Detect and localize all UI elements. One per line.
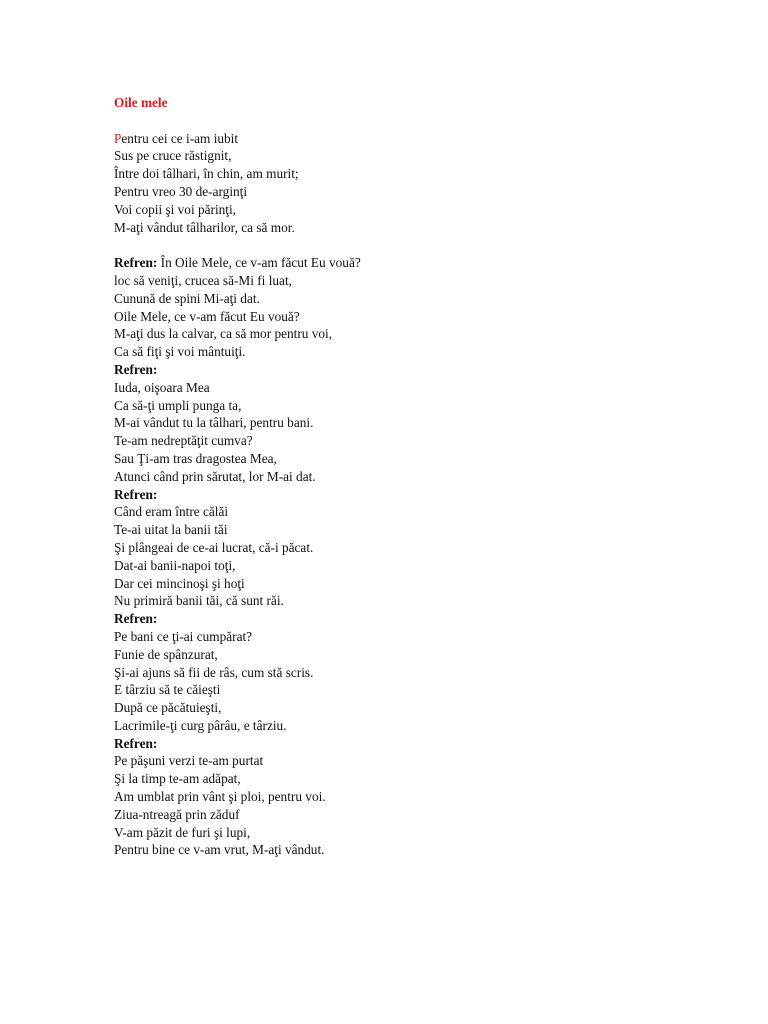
document-page	[114, 94, 734, 859]
stanza-line: Te-am nedreptăţit cumva?	[114, 433, 253, 449]
refrain-label: Refren:	[114, 361, 158, 377]
stanza-line: Ca să-ţi umpli punga ta,	[114, 397, 242, 413]
stanza-line: M-ai vândut tu la tâlhari, pentru bani.	[114, 415, 314, 431]
stanza-line: Sus pe cruce răstignit,	[114, 148, 232, 164]
stanza-line: Şi-ai ajuns să fii de râs, cum stă scris.	[114, 664, 314, 680]
stanza-line: E târziu să te căieşti	[114, 682, 221, 698]
refrain-line: Oile Mele, ce v-am făcut Eu vouă?	[114, 308, 300, 324]
refrain-line: M-aţi dus la calvar, ca să mor pentru voi,	[114, 326, 333, 342]
stanza-line: Atunci când prin sărutat, lor M-ai dat.	[114, 468, 316, 484]
stanza-line: M-aţi vândut tâlharilor, ca să mor.	[114, 219, 295, 235]
refrain-label: Refren:	[114, 255, 158, 271]
stanza-line: Am umblat prin vânt şi ploi, pentru voi.	[114, 789, 326, 805]
stanza-1	[114, 130, 734, 237]
song-title: Oile mele	[114, 95, 168, 110]
stanza-line: Funie de spânzurat,	[114, 646, 218, 662]
stanza-line: Şi la timp te-am adăpat,	[114, 771, 241, 787]
stanza-line: Pe bani ce ţi-ai cumpărat?	[114, 628, 253, 644]
stanza-line: Te-ai uitat la banii tăi	[114, 522, 228, 538]
stanza-3	[114, 486, 734, 611]
refrain-line-1	[114, 254, 734, 272]
stanza-line: Pe păşuni verzi te-am purtat	[114, 753, 264, 769]
stanza-line: Nu primiră banii tăi, că sunt răi.	[114, 593, 284, 609]
stanza-4	[114, 610, 734, 735]
refrain-label: Refren:	[114, 735, 158, 751]
refrain-line: Cunună de spini Mi-aţi dat.	[114, 290, 260, 306]
stanza-line: Ziua-ntreagă prin zăduf	[114, 806, 240, 822]
stanza-line: După ce păcătuieşti,	[114, 700, 222, 716]
drop-cap-letter: P	[114, 130, 122, 146]
refrain-line-1-text: În Oile Mele, ce v-am făcut Eu vouă?	[157, 255, 361, 271]
stanza-line: Pentru bine ce v-am vrut, M-aţi vândut.	[114, 842, 325, 858]
refrain	[114, 254, 734, 361]
refrain-label: Refren:	[114, 611, 158, 627]
stanza-1-line-1-text: entru cei ce i-am iubit	[121, 130, 239, 146]
refrain-line: loc să veniţi, crucea să-Mi fi luat,	[114, 272, 292, 288]
stanza-line: Dar cei mincinoşi şi hoţi	[114, 575, 245, 591]
stanza-line: Sau Ţi-am tras dragostea Mea,	[114, 450, 277, 466]
stanza-line: V-am păzit de furi şi lupi,	[114, 824, 251, 840]
refrain-label: Refren:	[114, 486, 158, 502]
refrain-line: Ca să fiţi şi voi mântuiţi.	[114, 344, 246, 360]
stanza-5	[114, 735, 734, 860]
stanza-1-line-1	[114, 130, 734, 148]
stanza-line: Voi copii şi voi părinţi,	[114, 201, 237, 217]
stanza-line: Când eram între călăi	[114, 504, 229, 520]
stanza-line: Dat-ai banii-napoi toţi,	[114, 557, 236, 573]
stanza-line: Între doi tâlhari, în chin, am murit;	[114, 166, 299, 182]
stanza-line: Iuda, oişoara Mea	[114, 379, 210, 395]
stanza-2	[114, 361, 734, 486]
stanza-line: Lacrimile-ţi curg pârâu, e târziu.	[114, 717, 287, 733]
stanza-spacer	[114, 236, 734, 254]
stanza-line: Pentru vreo 30 de-arginţi	[114, 183, 248, 199]
stanza-line: Şi plângeai de ce-ai lucrat, că-i păcat.	[114, 539, 314, 555]
